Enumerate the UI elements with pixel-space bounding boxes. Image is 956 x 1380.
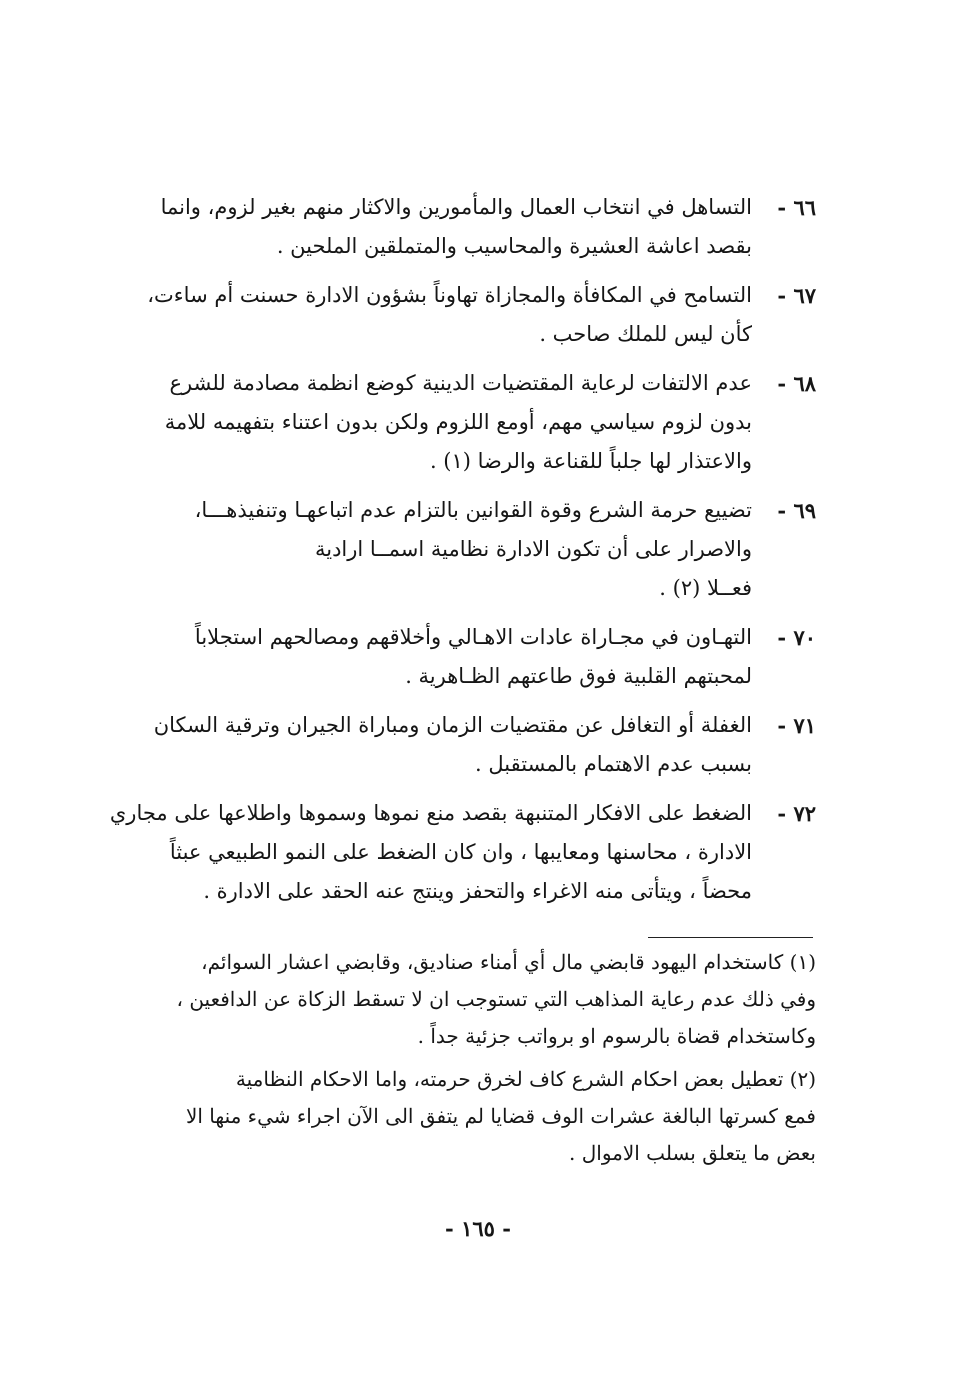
item-text bbox=[136, 364, 752, 481]
list-item-72 bbox=[109, 794, 816, 911]
item-number: ٧٢ - bbox=[777, 801, 816, 826]
list-item-68 bbox=[136, 364, 816, 481]
text-line: الضغط على الافكار المتنبهة بقصد منع نموها وسموها واطلاعها على مجاري bbox=[109, 801, 752, 825]
item-text bbox=[136, 491, 752, 608]
text-line: التسامح في المكافأة والمجازاة تهاوناً بشؤون الادارة حسنت أم ساءت، bbox=[147, 283, 752, 307]
text-line: الغفلة أو التغافل عن مقتضيات الزمان ومباراة الجيران وترقية السكان bbox=[153, 713, 752, 737]
text-line: بدون لزوم سياسي مهم، أومع اللزوم ولكن بدون اعتناء بتفهيمه للامة bbox=[164, 410, 752, 434]
footnote-line: فمع كسرتها البالغة عشرات الوف قضايا لم يتفق الى الآن اجراء شيء منها الا bbox=[185, 1104, 816, 1128]
text-line: فعــلا (٢) . bbox=[659, 576, 752, 600]
text-line: والاعتذار لها جلباً للقناعة والرضا (١) . bbox=[429, 449, 752, 473]
text-line: بسبب عدم الاهتمام بالمستقبل . bbox=[475, 752, 752, 776]
text-line: تضييع حرمة الشرع وقوة القوانين بالتزام عدم اتباعهـا وتنفيذهـــا، bbox=[194, 498, 752, 522]
item-number: ٦٧ - bbox=[777, 283, 816, 308]
text-line: عدم الالتفات لرعاية المقتضيات الدينية كوضع انظمة مصادمة للشرع bbox=[169, 371, 752, 395]
footnotes bbox=[136, 944, 816, 1178]
item-number: ٧١ - bbox=[777, 713, 816, 738]
text-line: والاصرار على أن تكون الادارة نظامية اسمــا ارادية bbox=[314, 537, 752, 561]
list-item-69 bbox=[136, 491, 816, 608]
text-line: محضاً ، ويتأتى منه الاغراء والتحفز وينتج عنه الحقد على الادارة . bbox=[203, 879, 752, 903]
text-line: لمحبتهم القلبية فوق طاعتهم الظـاهرية . bbox=[405, 664, 752, 688]
item-text bbox=[110, 794, 752, 911]
list-item-71 bbox=[136, 706, 816, 784]
list-item-70 bbox=[136, 618, 816, 696]
text-line: الادارة ، محاسنها ومعايبها ، وان كان الضغط على النمو الطبيعي عبثاً bbox=[169, 840, 752, 864]
footnote-1 bbox=[136, 944, 816, 1055]
text-line: بقصد اعاشة العشيرة والمحاسيب والمتملقين الملحين . bbox=[276, 234, 752, 258]
footnote-line: (٢) تعطيل بعض احكام الشرع كاف لخرق حرمته، واما الاحكام النظامية bbox=[235, 1067, 816, 1091]
footnote-line: (١) كاستخدام اليهود قابضي مال أي أمناء صناديق، وقابضي اعشار السوائم، bbox=[201, 950, 816, 974]
footnote-2 bbox=[136, 1061, 816, 1172]
text-line: كأن ليس للملك صاحب . bbox=[539, 322, 752, 346]
page-number: - ١٦٥ - bbox=[445, 1216, 511, 1241]
footnote-line: وكاستخدام قضاة بالرسوم او برواتب جزئية جداً . bbox=[417, 1024, 816, 1048]
item-number: ٧٠ - bbox=[777, 625, 816, 650]
text-line: التساهل في انتخاب العمال والمأمورين والاكثار منهم بغير لزوم، وانما bbox=[160, 195, 752, 219]
footnote-line: بعض ما يتعلق بسلب الاموال . bbox=[569, 1141, 816, 1165]
item-number: ٦٩ - bbox=[777, 498, 816, 523]
list-item-67 bbox=[136, 276, 816, 354]
item-text bbox=[136, 276, 752, 354]
footnote-line: وفي ذلك عدم رعاية المذاهب التي تستوجب ان لا تسقط الزكاة عن الدافعين ، bbox=[176, 987, 816, 1011]
item-text bbox=[136, 706, 752, 784]
item-text bbox=[136, 618, 752, 696]
footnote-divider bbox=[648, 937, 813, 938]
item-number: ٦٦ - bbox=[777, 195, 816, 220]
list-item-66 bbox=[136, 188, 816, 266]
text-line: التهـاون في مجـاراة عادات الاهـالي وأخلاقهم ومصالحهم استجلاباً bbox=[194, 625, 752, 649]
item-number: ٦٨ - bbox=[777, 371, 816, 396]
item-text bbox=[136, 188, 752, 266]
numbered-items-list bbox=[109, 188, 816, 921]
